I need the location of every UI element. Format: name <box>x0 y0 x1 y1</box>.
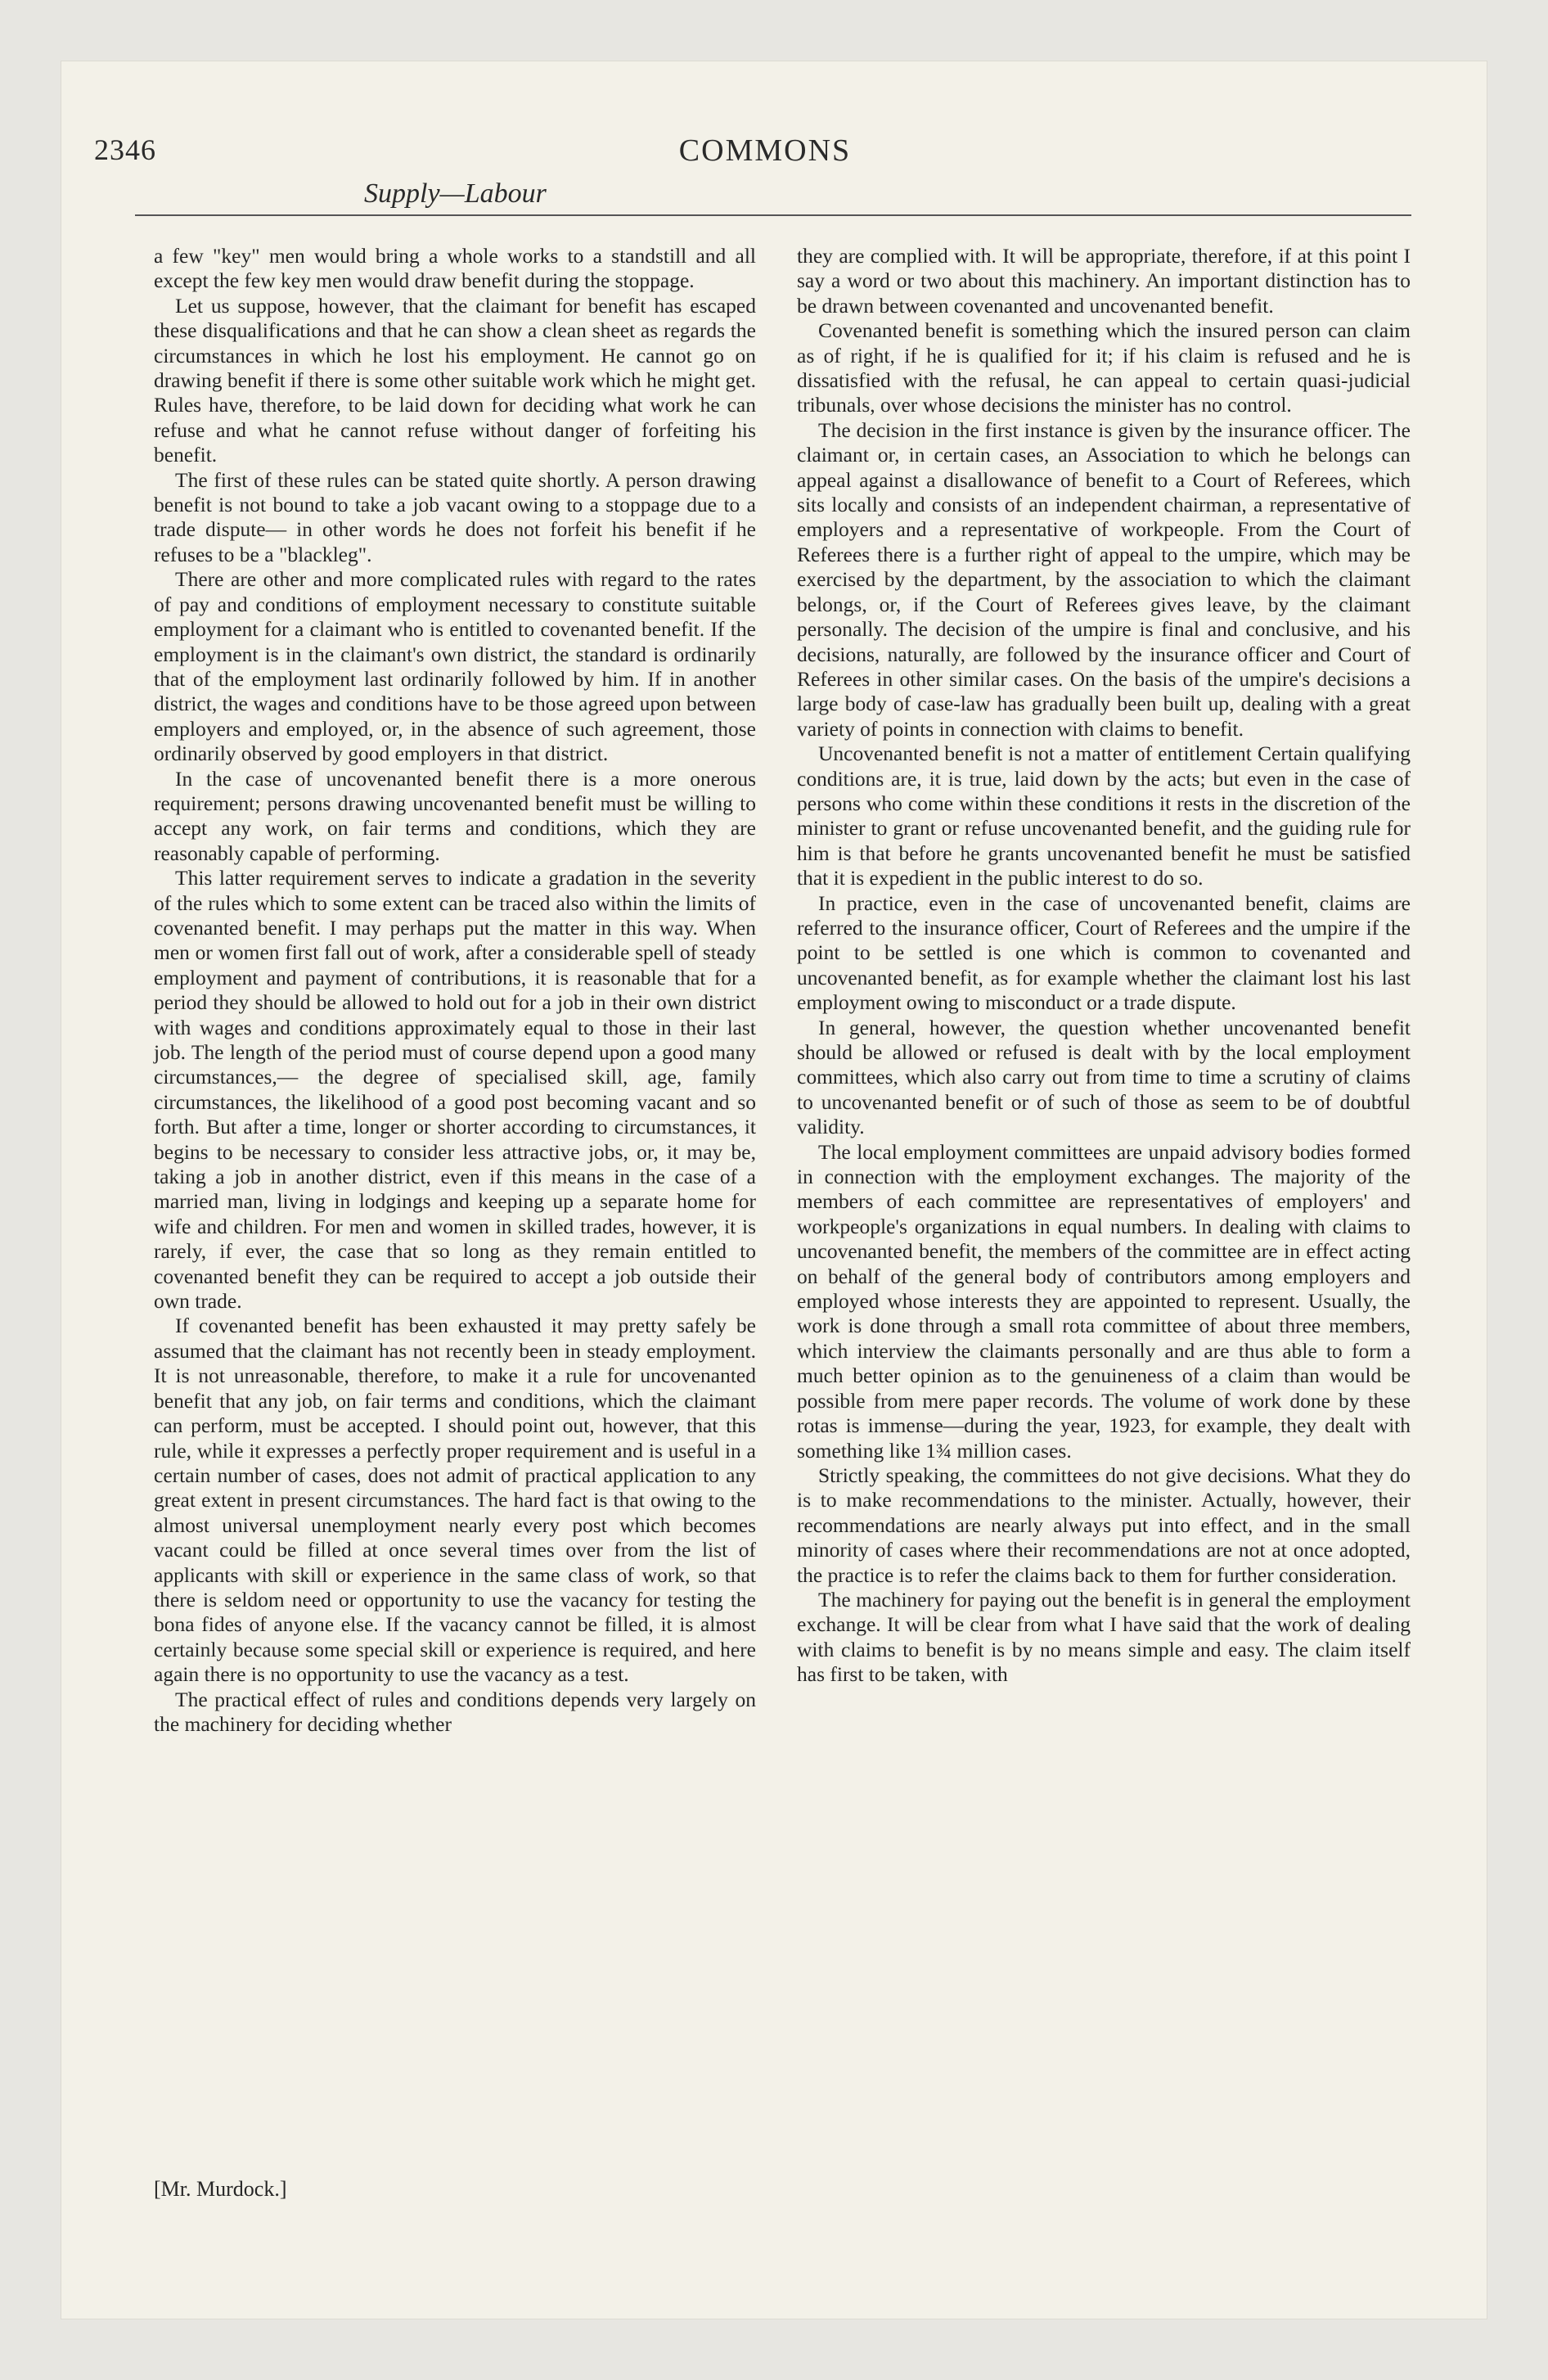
paragraph: a few "key" men would bring a whole works to a standstill and all except the few key men would draw benefit during the stoppage. <box>154 244 756 293</box>
section-title: Supply—Labour <box>364 178 547 209</box>
paragraph: Covenanted benefit is something which the insured person can claim as of right, if he is qualified for it; if his claim is refused and he is dissatisfied with the refusal, he can appeal to certain quasi-judicial tribunals, over whose decisions the minister has no control. <box>797 318 1411 417</box>
page-number: 2346 <box>94 133 156 166</box>
left-column <box>154 244 756 1737</box>
paragraph: The first of these rules can be stated quite shortly. A person drawing benefit is not bound to take a job vacant owing to a stoppage due to a trade dispute— in other words he does not forfeit his benefit if he refuses to be a "blackleg". <box>154 467 756 566</box>
paragraph: The practical effect of rules and conditions depends very largely on the machinery for deciding whether <box>154 1687 756 1736</box>
paragraph: they are complied with. It will be appropriate, therefore, if at this point I say a word or two about this machinery. An important distinction has to be drawn between covenanted and uncovenanted benefit. <box>797 244 1411 318</box>
paragraph: If covenanted benefit has been exhausted it may pretty safely be assumed that the claimant has not recently been in steady employment. It is not unreasonable, therefore, to make it a rule for uncovenanted benefit that any job, on fair terms and conditions, which the claimant can perform, must be accepted. I should point out, however, that this rule, while it expresses a perfectly proper requirement and is useful in a certain number of cases, does not admit of practical application to any great extent in present circumstances. The hard fact is that owing to the almost universal unemployment nearly every post which becomes vacant could be filled at once several times over from the list of applicants with skill or experience in the same class of work, so that there is seldom need or opportunity to use the vacancy for testing the bona fides of anyone else. If the vacancy cannot be filled, it is almost certainly because some special skill or experience is required, and here again there is no opportunity to use the vacancy as a test. <box>154 1314 756 1687</box>
page-header <box>94 82 1436 213</box>
paragraph: There are other and more complicated rules with regard to the rates of pay and conditions of employment necessary to constitute suitable employment for a claimant who is entitled to covenanted benefit. If the employment is in the claimant's own district, the standard is ordinarily that of the employment last ordinarily followed by him. If in another district, the wages and conditions have to be those agreed upon between employers and employed, or, in the absence of such agreement, those ordinarily observed by good employers in that district. <box>154 567 756 766</box>
paragraph: The local employment committees are unpaid advisory bodies formed in connection with the employment exchanges. The majority of the members of each committee are representatives of employers' and workpeople's organizations in equal numbers. In dealing with claims to uncovenanted benefit, the members of the committee are in effect acting on behalf of the general body of contributors among employers and employed whose interests they are appointed to represent. Usually, the work is done through a small rota committee of about three members, which interview the claimants personally and are thus able to form a much better opinion as to the genuineness of a claim than would be possible from mere paper records. The volume of work done by these rotas is immense—during the year, 1923, for example, they dealt with something like 1¾ million cases. <box>797 1139 1411 1463</box>
paragraph: In practice, even in the case of uncovenanted benefit, claims are referred to the insurance officer, Court of Referees and the umpire if the point to be settled is one which is common to covenanted and uncovenanted benefit, as for example whether the claimant lost his last employment owing to misconduct or a trade dispute. <box>797 890 1411 1015</box>
paragraph: In general, however, the question whether uncovenanted benefit should be allowed or refused is dealt with by the local employment committees, which also carry out from time to time a scrutiny of claims to uncovenanted benefit or of such of those as seem to be of doubtful validity. <box>797 1015 1411 1139</box>
paragraph: This latter requirement serves to indicate a gradation in the severity of the rules which to some extent can be traced also within the limits of covenanted benefit. I may perhaps put the matter in this way. When men or women first fall out of work, after a considerable spell of steady employment and payment of contributions, it is reasonable that for a period they should be allowed to hold out for a job in their own district with wages and conditions approximately equal to those in their last job. The length of the period must of course depend upon a good many circumstances,— the degree of specialised skill, age, family circumstances, the likelihood of a good post becoming vacant and so forth. But after a time, longer or shorter according to circumstances, it begins to be necessary to consider less attractive jobs, or, it may be, taking a job in another district, even if this means in the case of a married man, living in lodgings and keeping up a separate home for wife and children. For men and women in skilled trades, however, it is rarely, if ever, the case that so long as they remain entitled to covenanted benefit they can be required to accept a job outside their own trade. <box>154 866 756 1314</box>
paragraph: Let us suppose, however, that the claimant for benefit has escaped these disqualifications and that he can show a clean sheet as regards the circumstances in which he lost his employment. He cannot go on drawing benefit if there is some other suitable work which he might get. Rules have, therefore, to be laid down for deciding what work he can refuse and what he cannot refuse without danger of forfeiting his benefit. <box>154 293 756 467</box>
paragraph: Strictly speaking, the committees do not give decisions. What they do is to make recommendations to the minister. Actually, however, their recommendations are nearly always put into effect, and in the small minority of cases where their recommendations are not at once adopted, the practice is to refer the claims back to them for further consideration. <box>797 1463 1411 1587</box>
paragraph: The machinery for paying out the benefit is in general the employment exchange. It will be clear from what I have said that the work of dealing with claims to benefit is by no means simple and easy. The claim itself has first to be taken, with <box>797 1587 1411 1687</box>
paragraph: In the case of uncovenanted benefit there is a more onerous requirement; persons drawing uncovenanted benefit must be willing to accept any work, on fair terms and conditions, which they are reasonably capable of performing. <box>154 766 756 865</box>
header-rule <box>135 214 1411 216</box>
paragraph: Uncovenanted benefit is not a matter of entitlement Certain qualifying conditions are, it is true, laid down by the acts; but even in the case of persons who come within these conditions it rests in the discretion of the minister to grant or refuse uncovenanted benefit, and the guiding rule for him is that before he grants uncovenanted benefit he must be satisfied that it is expedient in the public interest to do so. <box>797 741 1411 890</box>
paragraph: The decision in the first instance is given by the insurance officer. The claimant or, in certain cases, an Association to which he belongs can appeal against a disallowance of benefit to a Court of Referees, which sits locally and consists of an independent chairman, a representative of employers and a representative of workpeople. From the Court of Referees there is a further right of appeal to the umpire, which may be exercised by the department, by the association to which the claimant belongs, or, if the Court of Referees gives leave, by the claimant personally. The decision of the umpire is final and conclusive, and his decisions, naturally, are followed by the insurance officer and Court of Referees in other similar cases. On the basis of the umpire's decisions a large body of case-law has gradually been built up, dealing with a great variety of points in connection with claims to benefit. <box>797 417 1411 741</box>
running-title: COMMONS <box>678 133 852 168</box>
speaker-attribution: [Mr. Murdock.] <box>154 2177 287 2201</box>
right-column <box>797 244 1411 1688</box>
